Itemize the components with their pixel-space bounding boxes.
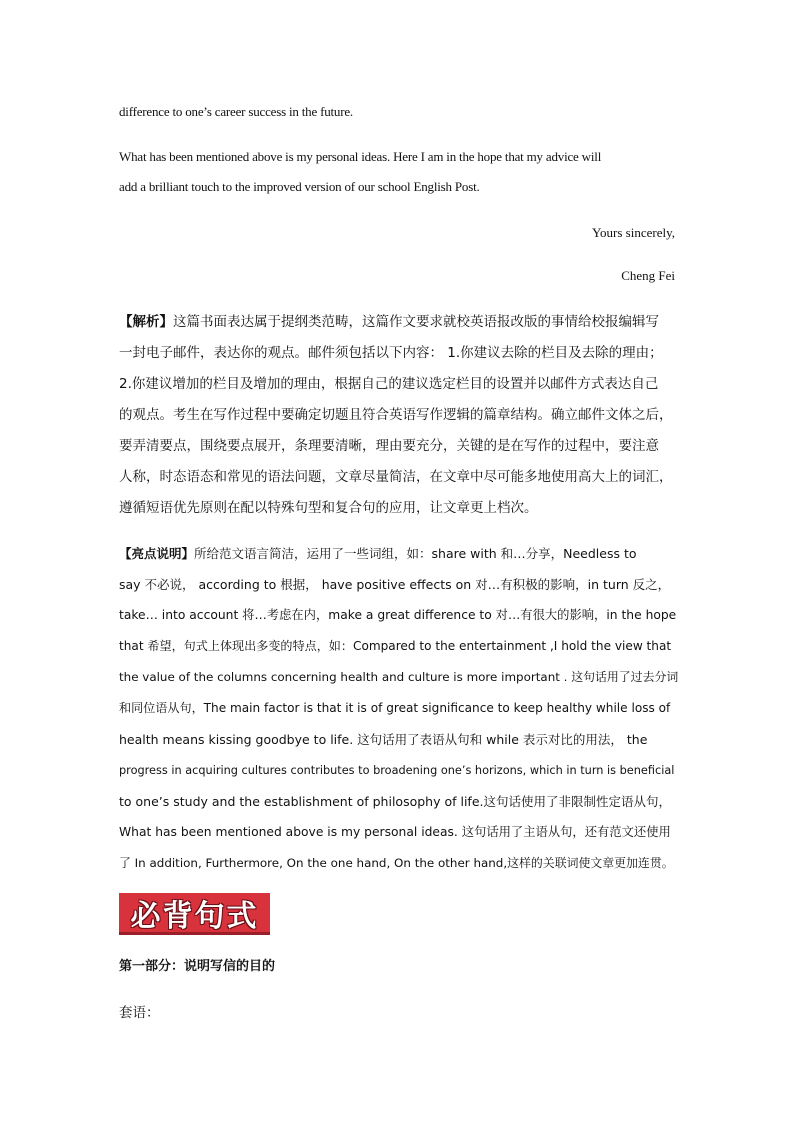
analysis-paragraph xyxy=(119,307,679,524)
must-memorize-banner xyxy=(119,893,270,935)
letter-body xyxy=(119,97,679,202)
banner-text: 必背句式 xyxy=(130,898,259,934)
letter-signature: Cheng Fei xyxy=(621,268,675,283)
highlights-text: 所给范文语言简洁，运用了一些词组，如：share with 和…分享，Needless to xyxy=(194,546,637,561)
analysis-line: 要弄清要点，围绕要点展开，条理要清晰，理由要充分，关键的是在写作的过程中，要注意 xyxy=(119,438,659,454)
highlights-line: to one’s study and the establishment of philosophy of life.这句话使用了非限制性定语从句， xyxy=(119,794,671,809)
highlights-paragraph xyxy=(119,538,679,879)
analysis-text: 这篇书面表达属于提纲类范畴，这篇作文要求就校英语报改版的事情给校报编辑写 xyxy=(173,314,659,330)
analysis-line: 人称，时态语态和常见的语法问题，文章尽量简洁，在文章中尽可能多地使用高大上的词汇， xyxy=(119,469,673,485)
analysis-line xyxy=(119,307,679,338)
formula-label: 套语： xyxy=(119,1005,160,1021)
highlights-line: 了 In addition, Furthermore, On the one hand, On the other hand,这样的关联词使文章更加连贯。 xyxy=(119,856,674,870)
highlights-tag: 【亮点说明】 xyxy=(119,546,195,561)
letter-line: difference to one’s career success in the future. xyxy=(119,104,353,119)
highlights-line: What has been mentioned above is my personal ideas. 这句话用了主语从句，还有范文还使用 xyxy=(119,825,671,839)
letter-line: add a brilliant touch to the improved version of our school English Post. xyxy=(119,179,480,194)
letter-closing: Yours sincerely, xyxy=(591,225,675,240)
analysis-line: 遵循短语优先原则在配以特殊句型和复合句的应用，让文章更上档次。 xyxy=(119,500,538,516)
section-heading: 第一部分：说明写信的目的 xyxy=(119,959,276,974)
highlights-line: take… into account 将…考虑在内，make a great difference to 对…有很大的影响，in the hope xyxy=(119,608,677,622)
analysis-line: 的观点。考生在写作过程中要确定切题且符合英语写作逻辑的篇章结构。确立邮件文体之后， xyxy=(119,407,673,423)
highlights-line: health means kissing goodbye to life. 这句话用了表语从句和 while 表示对比的用法， the xyxy=(119,732,648,747)
highlights-line: progress in acquiring cultures contributes to broadening one’s horizons, which in turn is beneficial xyxy=(119,764,675,777)
letter-line: What has been mentioned above is my personal ideas. Here I am in the hope that my advice will xyxy=(119,149,602,164)
highlights-line: the value of the columns concerning health and culture is more important . 这句话用了过去分词 xyxy=(119,670,679,684)
analysis-line: 一封电子邮件，表达你的观点。邮件须包括以下内容： 1.你建议去除的栏目及去除的理由； xyxy=(119,345,663,361)
analysis-line: 2.你建议增加的栏目及增加的理由，根据自己的建议选定栏目的设置并以邮件方式表达自己 xyxy=(119,376,659,392)
highlights-line: 和同位语从句，The main factor is that it is of great significance to keep healthy while loss of xyxy=(119,701,671,715)
highlights-line: that 希望，句式上体现出多变的特点，如：Compared to the entertainment ,I hold the view that xyxy=(119,639,672,653)
highlights-line xyxy=(119,538,679,569)
highlights-line: say 不必说， according to 根据， have positive effects on 对…有积极的影响，in turn 反之， xyxy=(119,577,671,592)
analysis-tag: 【解析】 xyxy=(119,314,173,330)
